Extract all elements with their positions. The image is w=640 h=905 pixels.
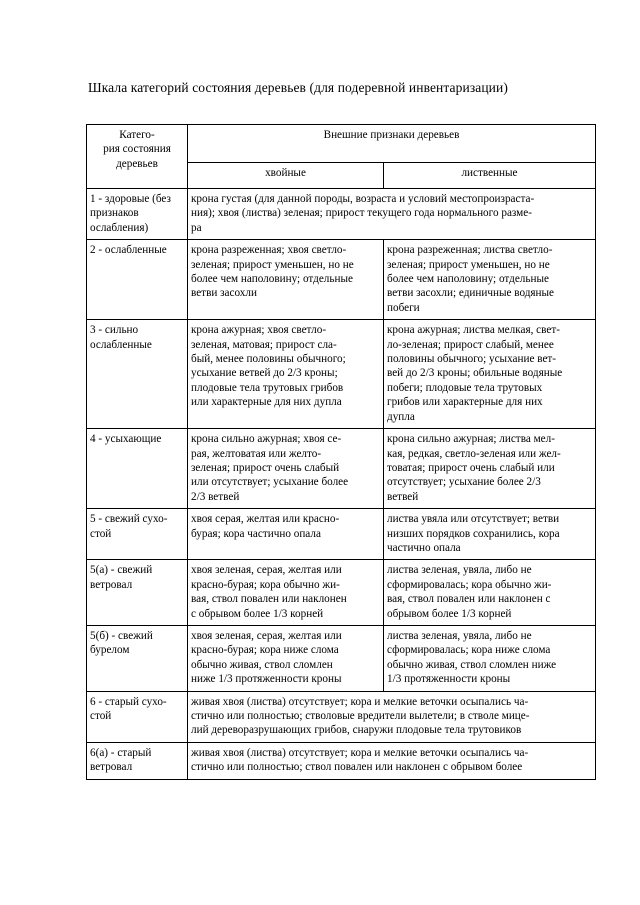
category-cell: 3 - сильно ослабленные [87, 320, 188, 429]
table-row [87, 509, 596, 560]
conifer-signs-cell: хвоя зеленая, серая, желтая или красно-бурая; кора ниже слома обычно живая, ствол сломлен ниже 1/3 протяженности кроны [188, 625, 384, 691]
category-cell: 5 - свежий сухо- стой [87, 509, 188, 560]
signs-merged-cell: живая хвоя (листва) отсутствует; кора и мелкие веточки осыпались ча- стично или полностью; стволовые вредители вылетели; в стволе мице- лий дереворазрушающих грибов, снаружи плодовые тела трутовиков [188, 691, 596, 742]
category-cell: 5(б) - свежий бурелом [87, 625, 188, 691]
table-row [87, 691, 596, 742]
header-category: Катего- рия состояния деревьев [87, 125, 188, 189]
table-row [87, 560, 596, 626]
table-row [87, 742, 596, 779]
deciduous-signs-cell: листва зеленая, увяла, либо не сформировалась; кора обычно жи- вая, ствол повален или наклонен с обрывом более 1/3 корней [384, 560, 596, 626]
deciduous-signs-cell: листва зеленая, увяла, либо не сформировалась; кора ниже слома обычно живая, ствол сломлен ниже 1/3 протяженности кроны [384, 625, 596, 691]
deciduous-signs-cell: листва увяла или отсутствует; ветви низших порядков сохранились, кора частично опала [384, 509, 596, 560]
category-cell: 2 - ослабленные [87, 240, 188, 320]
header-signs: Внешние признаки деревьев [188, 125, 596, 163]
header-conifer: хвойные [188, 163, 384, 189]
category-cell: 5(а) - свежий ветровал [87, 560, 188, 626]
category-cell: 6(а) - старый ветровал [87, 742, 188, 779]
header-row [87, 125, 596, 163]
table-row [87, 625, 596, 691]
table-row [87, 320, 596, 429]
page-title: Шкала категорий состояния деревьев (для подеревной инвентаризации) [88, 80, 508, 95]
tree-condition-table [86, 124, 596, 780]
category-cell: 1 - здоровые (без признаков ослабления) [87, 189, 188, 240]
table-row [87, 189, 596, 240]
table-row [87, 240, 596, 320]
signs-merged-cell: крона густая (для данной породы, возраста и условий местопроизраста- ния); хвоя (листва) зеленая; прирост текущего года нормального разме- ра [188, 189, 596, 240]
conifer-signs-cell: крона сильно ажурная; хвоя се- рая, желтоватая или желто- зеленая; прирост очень слабый или отсутствует; усыхание более 2/3 ветвей [188, 429, 384, 509]
conifer-signs-cell: хвоя серая, желтая или красно- бурая; кора частично опала [188, 509, 384, 560]
deciduous-signs-cell: крона сильно ажурная; листва мел- кая, редкая, светло-зеленая или жел- товатая; прирост очень слабый или отсутствует; усыхание более 2/3 ветвей [384, 429, 596, 509]
deciduous-signs-cell: крона разреженная; листва светло- зеленая; прирост уменьшен, но не более чем наполовину; отдельные ветви засохли; единичные водяные побеги [384, 240, 596, 320]
category-cell: 6 - старый сухо- стой [87, 691, 188, 742]
header-deciduous: лиственные [384, 163, 596, 189]
category-cell: 4 - усыхающие [87, 429, 188, 509]
table-row [87, 429, 596, 509]
conifer-signs-cell: крона разреженная; хвоя светло- зеленая; прирост уменьшен, но не более чем наполовину; отдельные ветви засохли [188, 240, 384, 320]
deciduous-signs-cell: крона ажурная; листва мелкая, свет- ло-зеленая; прирост слабый, менее половины обычного; усыхание вет- вей до 2/3 кроны; обильные водяные побеги; плодовые тела трутовых грибов или характерные для них дупла [384, 320, 596, 429]
conifer-signs-cell: крона ажурная; хвоя светло- зеленая, матовая; прирост сла- бый, менее половины обычного; усыхание ветвей до 2/3 кроны; плодовые тела трутовых грибов или характерные для них дупла [188, 320, 384, 429]
conifer-signs-cell: хвоя зеленая, серая, желтая или красно-бурая; кора обычно жи- вая, ствол повален или наклонен с обрывом более 1/3 корней [188, 560, 384, 626]
signs-merged-cell: живая хвоя (листва) отсутствует; кора и мелкие веточки осыпались ча- стично или полностью; ствол повален или наклонен с обрывом более [188, 742, 596, 779]
